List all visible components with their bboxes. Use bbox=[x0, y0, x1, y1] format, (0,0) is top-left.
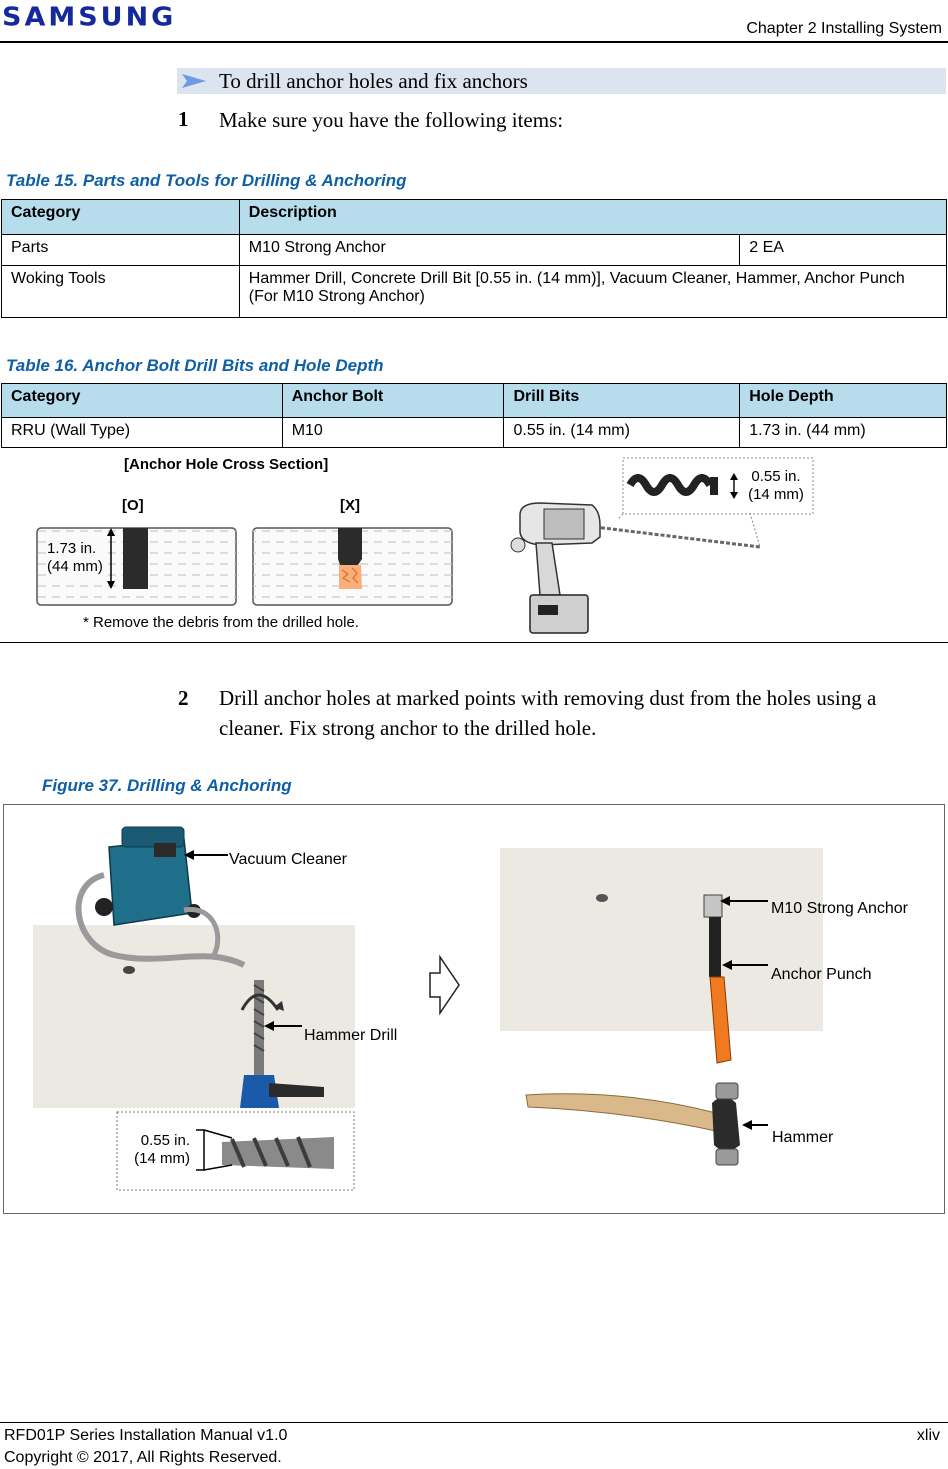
figure-37-caption: Figure 37. Drilling & Anchoring bbox=[42, 776, 292, 795]
table-row bbox=[2, 418, 947, 448]
table-15-caption: Table 15. Parts and Tools for Drilling & Anchoring bbox=[6, 171, 407, 190]
table-15 bbox=[1, 199, 947, 318]
table-cell: Hammer Drill, Concrete Drill Bit [0.55 in. (14 mm)], Vacuum Cleaner, Hammer, Anchor Punch (For M10 Strong Anchor) bbox=[239, 266, 946, 318]
figure-bit-line1: 0.55 in. bbox=[140, 1132, 190, 1149]
cross-section-title: [Anchor Hole Cross Section] bbox=[124, 456, 329, 473]
step-1-text: Make sure you have the following items: bbox=[219, 108, 564, 132]
footer-rule bbox=[0, 1422, 948, 1423]
figure-bit-size-label bbox=[126, 1132, 190, 1168]
drill-bit-line1: 0.55 in. bbox=[751, 468, 801, 485]
hammer-drill-label: Hammer Drill bbox=[304, 1027, 398, 1044]
step-2-text: Drill anchor holes at marked points with removing dust from the holes using a cleaner. Fix strong anchor to the drilled hole. bbox=[219, 686, 877, 740]
samsung-logo: SAMSUNG bbox=[2, 2, 177, 33]
table-cell: RRU (Wall Type) bbox=[2, 418, 283, 448]
table-16 bbox=[1, 383, 947, 448]
table-16-header-category: Category bbox=[2, 384, 283, 418]
table-cell: 0.55 in. (14 mm) bbox=[504, 418, 740, 448]
hammer-label: Hammer bbox=[772, 1129, 834, 1146]
drill-bit-line2: (14 mm) bbox=[748, 486, 804, 503]
table-cell: 1.73 in. (44 mm) bbox=[740, 418, 947, 448]
table-row bbox=[2, 235, 947, 266]
table-cell: M10 Strong Anchor bbox=[239, 235, 739, 266]
page-number: xliv bbox=[916, 1427, 940, 1444]
table-row bbox=[2, 266, 947, 318]
table-16-caption: Table 16. Anchor Bolt Drill Bits and Hole Depth bbox=[6, 356, 384, 375]
footer-copyright: Copyright © 2017, All Rights Reserved. bbox=[4, 1449, 282, 1466]
table-cell: 2 EA bbox=[740, 235, 947, 266]
drill-bit-size-label bbox=[741, 468, 811, 504]
ok-label: [O] bbox=[122, 497, 144, 514]
table-16-header-drill-bits: Drill Bits bbox=[504, 384, 740, 418]
step-1-number: 1 bbox=[178, 107, 189, 131]
procedure-title: To drill anchor holes and fix anchors bbox=[219, 69, 528, 93]
table-15-header-category: Category bbox=[2, 200, 240, 235]
strong-anchor-label: M10 Strong Anchor bbox=[771, 900, 908, 917]
hole-depth-label bbox=[47, 540, 103, 576]
chapter-title: Chapter 2 Installing System bbox=[746, 20, 942, 37]
table-15-header-description: Description bbox=[239, 200, 946, 235]
anchor-punch-label: Anchor Punch bbox=[771, 966, 872, 983]
ng-label: [X] bbox=[340, 497, 360, 514]
vacuum-cleaner-label: Vacuum Cleaner bbox=[229, 851, 347, 868]
figure-bit-line2: (14 mm) bbox=[134, 1150, 190, 1167]
arrow-icon bbox=[182, 74, 206, 88]
footer-manual: RFD01P Series Installation Manual v1.0 bbox=[4, 1427, 288, 1444]
hole-depth-line1: 1.73 in. bbox=[47, 540, 97, 557]
debris-note: * Remove the debris from the drilled hole. bbox=[83, 614, 359, 631]
table-16-header-hole-depth: Hole Depth bbox=[740, 384, 947, 418]
table-cell: Parts bbox=[2, 235, 240, 266]
step-2-number: 2 bbox=[178, 686, 189, 710]
table-cell: M10 bbox=[282, 418, 504, 448]
table-cell: Woking Tools bbox=[2, 266, 240, 318]
hole-depth-line2: (44 mm) bbox=[47, 558, 103, 575]
table-16-header-anchor-bolt: Anchor Bolt bbox=[282, 384, 504, 418]
header-rule bbox=[0, 41, 948, 43]
